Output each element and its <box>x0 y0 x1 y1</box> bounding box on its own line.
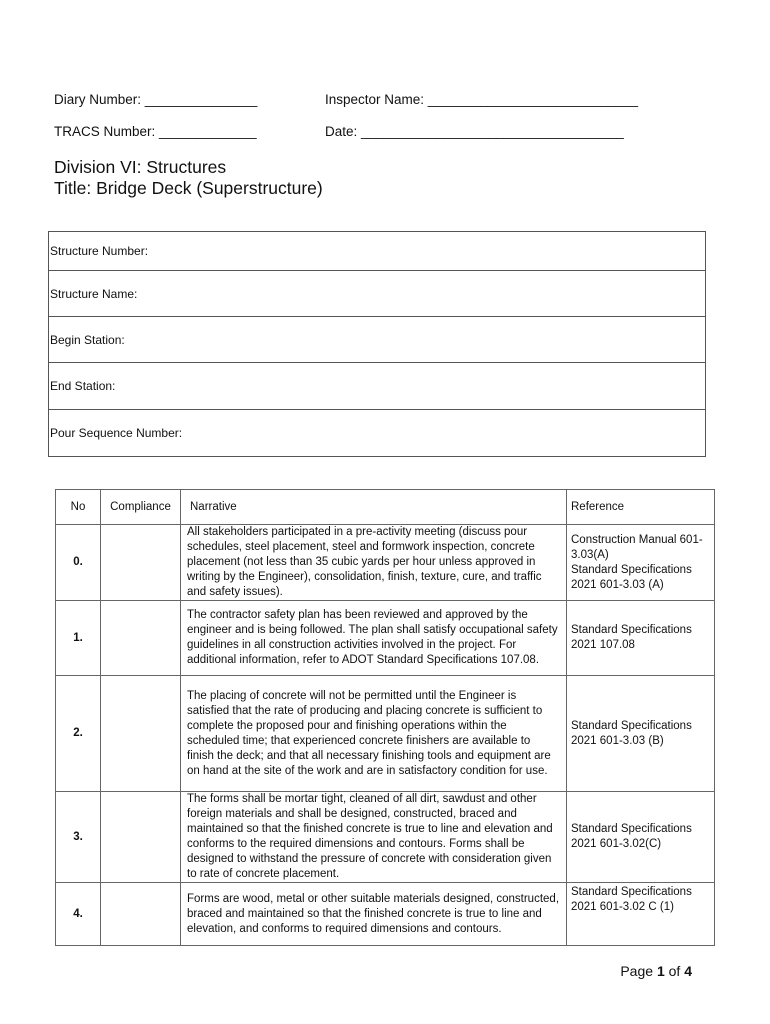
date-field: Date: ___________________________________ <box>325 124 624 139</box>
table-row <box>56 792 715 883</box>
total-pages: 4 <box>684 963 692 979</box>
narrative-cell: Forms are wood, metal or other suitable materials designed, constructed, braced and maintained so that the finished concrete is true to line and elevation, and conforms to required dimensions and contours. <box>181 883 567 946</box>
column-header-reference: Reference <box>567 490 715 525</box>
compliance-cell[interactable] <box>101 883 181 946</box>
row-number: 1. <box>56 601 101 676</box>
reference-cell: Standard Specifications 2021 107.08 <box>567 601 715 676</box>
narrative-cell: The forms shall be mortar tight, cleaned of all dirt, sawdust and other foreign materials and shall be designed, constructed, braced and maintained so that the finished concrete is true to line and elevation and conforms to the required dimensions and contours. Forms shall be designed to withstand the pressure of concrete with consideration given to rate of concrete placement. <box>181 792 567 883</box>
tracs-number-field: TRACS Number: _____________ <box>54 124 257 139</box>
reference-cell <box>567 525 715 601</box>
table-row <box>56 525 715 601</box>
pour-sequence-number-field: Pour Sequence Number: <box>49 410 706 457</box>
table-row <box>56 601 715 676</box>
compliance-cell[interactable] <box>101 601 181 676</box>
compliance-cell[interactable] <box>101 792 181 883</box>
of-label: of <box>668 963 681 979</box>
begin-station-field: Begin Station: <box>49 317 706 363</box>
row-number: 2. <box>56 676 101 792</box>
reference-standard-spec: Standard Specifications 2021 601-3.03 (A) <box>571 563 692 591</box>
narrative-cell: The contractor safety plan has been reviewed and approved by the engineer and is being followed. The plan shall satisfy occupational safety guidelines in all construction activities involved in the project. For additional information, refer to ADOT Standard Specifications 107.08. <box>181 601 567 676</box>
structure-number-field: Structure Number: <box>49 232 706 271</box>
structure-info-table <box>48 231 706 457</box>
table-header-row <box>56 490 715 525</box>
compliance-cell[interactable] <box>101 676 181 792</box>
row-number: 4. <box>56 883 101 946</box>
page-label: Page <box>620 963 654 979</box>
division-heading: Division VI: Structures <box>54 157 227 177</box>
reference-construction-manual: Construction Manual 601-3.03(A) <box>571 533 703 561</box>
current-page-number: 1 <box>656 963 665 979</box>
structure-name-field: Structure Name: <box>49 271 706 317</box>
column-header-no: No <box>56 490 101 525</box>
inspector-name-field: Inspector Name: ____________________________ <box>325 92 639 107</box>
title-heading: Title: Bridge Deck (Superstructure) <box>54 178 323 198</box>
table-row <box>56 676 715 792</box>
checklist-table <box>55 489 715 946</box>
compliance-cell[interactable] <box>101 525 181 601</box>
narrative-cell: The placing of concrete will not be permitted until the Engineer is satisfied that the rate of producing and placing concrete is sufficient to complete the proposed pour and finishing operations within the scheduled time; that experienced concrete finishers are available to finish the deck; and that all necessary finishing tools and equipment are on hand at the site of the work and are in satisfactory condition for use. <box>181 676 567 792</box>
column-header-narrative: Narrative <box>181 490 567 525</box>
page-indicator <box>620 963 692 979</box>
row-number: 3. <box>56 792 101 883</box>
row-number: 0. <box>56 525 101 601</box>
narrative-cell: All stakeholders participated in a pre-activity meeting (discuss pour schedules, steel placement, steel and formwork inspection, concrete placement (not less than 35 cubic yards per hour unless approved in writing by the Engineer), consolidation, finish, texture, cure, and traffic and safety issues). <box>181 525 567 601</box>
table-row <box>56 883 715 946</box>
column-header-compliance: Compliance <box>101 490 181 525</box>
end-station-field: End Station: <box>49 363 706 410</box>
reference-cell: Standard Specifications 2021 601-3.03 (B) <box>567 676 715 792</box>
reference-cell: Standard Specifications 2021 601-3.02 C (1) <box>567 883 715 946</box>
reference-cell: Standard Specifications 2021 601-3.02(C) <box>567 792 715 883</box>
diary-number-field: Diary Number: _______________ <box>54 92 258 107</box>
